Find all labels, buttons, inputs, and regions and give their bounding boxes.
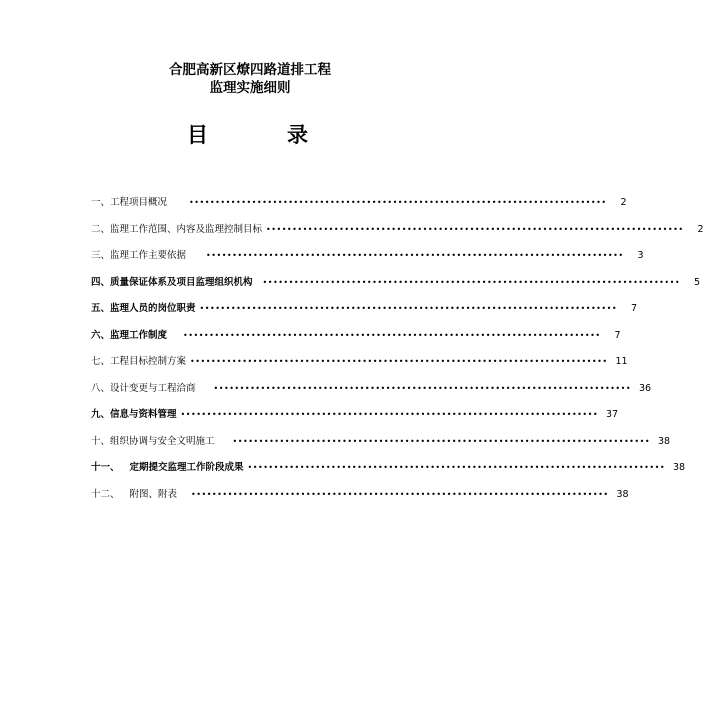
toc-entry-label: 监理工作范围、内容及监理控制目标 xyxy=(110,224,263,235)
toc-dot-leader: •••••••••••••••••••••••••••••••••••••••••••••••••••••••••••••••••••••••••••••••• xyxy=(199,304,618,313)
toc-entry[interactable] xyxy=(91,195,627,211)
toc-entry-page: 38 xyxy=(672,462,686,473)
toc-dot-leader: •••••••••••••••••••••••••••••••••••••••••••••••••••••••••••••••••••••••••••••••• xyxy=(189,198,607,207)
toc-dot-leader: •••••••••••••••••••••••••••••••••••••••••••••••••••••••••••••••••••••••••••••••• xyxy=(232,437,651,446)
toc-dot-leader: •••••••••••••••••••••••••••••••••••••••••••••••••••••••••••••••••••••••••••••••• xyxy=(183,331,601,340)
toc-entry-label: 监理人员的岗位职责 xyxy=(110,303,196,314)
toc-entry-number: 七、 xyxy=(91,356,111,367)
toc-entry-number: 二、 xyxy=(91,224,111,235)
toc-entry-label: 监理工作主要依据 xyxy=(110,250,187,261)
toc-heading-char-2: 录 xyxy=(287,123,308,147)
toc-entry-page: 7 xyxy=(630,303,638,314)
toc-dot-leader: •••••••••••••••••••••••••••••••••••••••••••••••••••••••••••••••••••••••••••••••• xyxy=(191,490,609,499)
toc-entry[interactable] xyxy=(91,301,638,317)
toc-entry-label: 信息与资料管理 xyxy=(110,409,177,420)
toc-entry-label: 质量保证体系及项目监理组织机构 xyxy=(110,277,253,288)
toc-entry-page: 36 xyxy=(638,383,652,394)
toc-entry[interactable] xyxy=(91,354,628,370)
document-title: 合肥高新区燎四路道排工程 xyxy=(169,62,331,78)
toc-entry-number: 三、 xyxy=(91,250,111,261)
toc-entry-label: 设计变更与工程洽商 xyxy=(110,383,196,394)
toc-heading xyxy=(0,119,500,147)
toc-entry-number: 十一、 xyxy=(91,462,120,473)
toc-entry-number: 四、 xyxy=(91,277,111,288)
toc-entry-number: 六、 xyxy=(91,330,111,341)
toc-entry[interactable] xyxy=(91,275,701,291)
toc-entry-page: 38 xyxy=(616,489,629,500)
toc-entry-label: 附图、附表 xyxy=(129,489,178,500)
toc-entry[interactable] xyxy=(91,248,644,264)
toc-dot-leader: •••••••••••••••••••••••••••••••••••••••••••••••••••••••••••••••••••••••••••••••• xyxy=(262,278,681,287)
toc-entry-page: 2 xyxy=(697,224,704,235)
toc-entry-number: 十、 xyxy=(91,436,111,447)
toc-entry-page: 5 xyxy=(693,277,701,288)
toc-entry-number: 九、 xyxy=(91,409,111,420)
toc-dot-leader: •••••••••••••••••••••••••••••••••••••••••••••••••••••••••••••••••••••••••••••••• xyxy=(190,357,608,366)
toc-entry-number: 一、 xyxy=(91,197,111,208)
toc-entry[interactable] xyxy=(91,460,686,476)
toc-entry[interactable] xyxy=(91,407,619,423)
toc-dot-leader: •••••••••••••••••••••••••••••••••••••••••••••••••••••••••••••••••••••••••••••••• xyxy=(247,463,666,472)
toc-entry-page: 2 xyxy=(620,197,627,208)
toc-entry[interactable] xyxy=(91,328,621,344)
toc-dot-leader: •••••••••••••••••••••••••••••••••••••••••••••••••••••••••••••••••••••••••••••••• xyxy=(266,225,684,234)
toc-entry-page: 38 xyxy=(657,436,671,447)
toc-entry-number: 八、 xyxy=(91,383,111,394)
toc-entry-page: 3 xyxy=(637,250,644,261)
toc-entry-label: 工程项目概况 xyxy=(110,197,168,208)
toc-entry[interactable] xyxy=(91,381,652,397)
document-subtitle: 监理实施细则 xyxy=(209,80,291,96)
toc-entry-label: 监理工作制度 xyxy=(110,330,168,341)
toc-entry-page: 37 xyxy=(605,409,619,420)
toc-entry-label: 定期提交监理工作阶段成果 xyxy=(129,462,244,473)
toc-entry[interactable] xyxy=(91,222,704,238)
toc-entry-number: 五、 xyxy=(91,303,111,314)
toc-entry[interactable] xyxy=(91,434,671,450)
toc-entry-label: 组织协调与安全文明施工 xyxy=(110,436,215,447)
toc-entry-page: 7 xyxy=(614,330,621,341)
toc-entry-number: 十二、 xyxy=(91,489,120,500)
toc-dot-leader: •••••••••••••••••••••••••••••••••••••••••••••••••••••••••••••••••••••••••••••••• xyxy=(206,251,624,260)
toc-dot-leader: •••••••••••••••••••••••••••••••••••••••••••••••••••••••••••••••••••••••••••••••• xyxy=(180,410,599,419)
toc-dot-leader: •••••••••••••••••••••••••••••••••••••••••••••••••••••••••••••••••••••••••••••••• xyxy=(213,384,632,393)
toc-heading-char-1: 目 xyxy=(187,123,208,147)
toc-entry-page: 11 xyxy=(615,356,628,367)
toc-entry[interactable] xyxy=(91,487,629,503)
toc-entry-label: 工程目标控制方案 xyxy=(110,356,187,367)
